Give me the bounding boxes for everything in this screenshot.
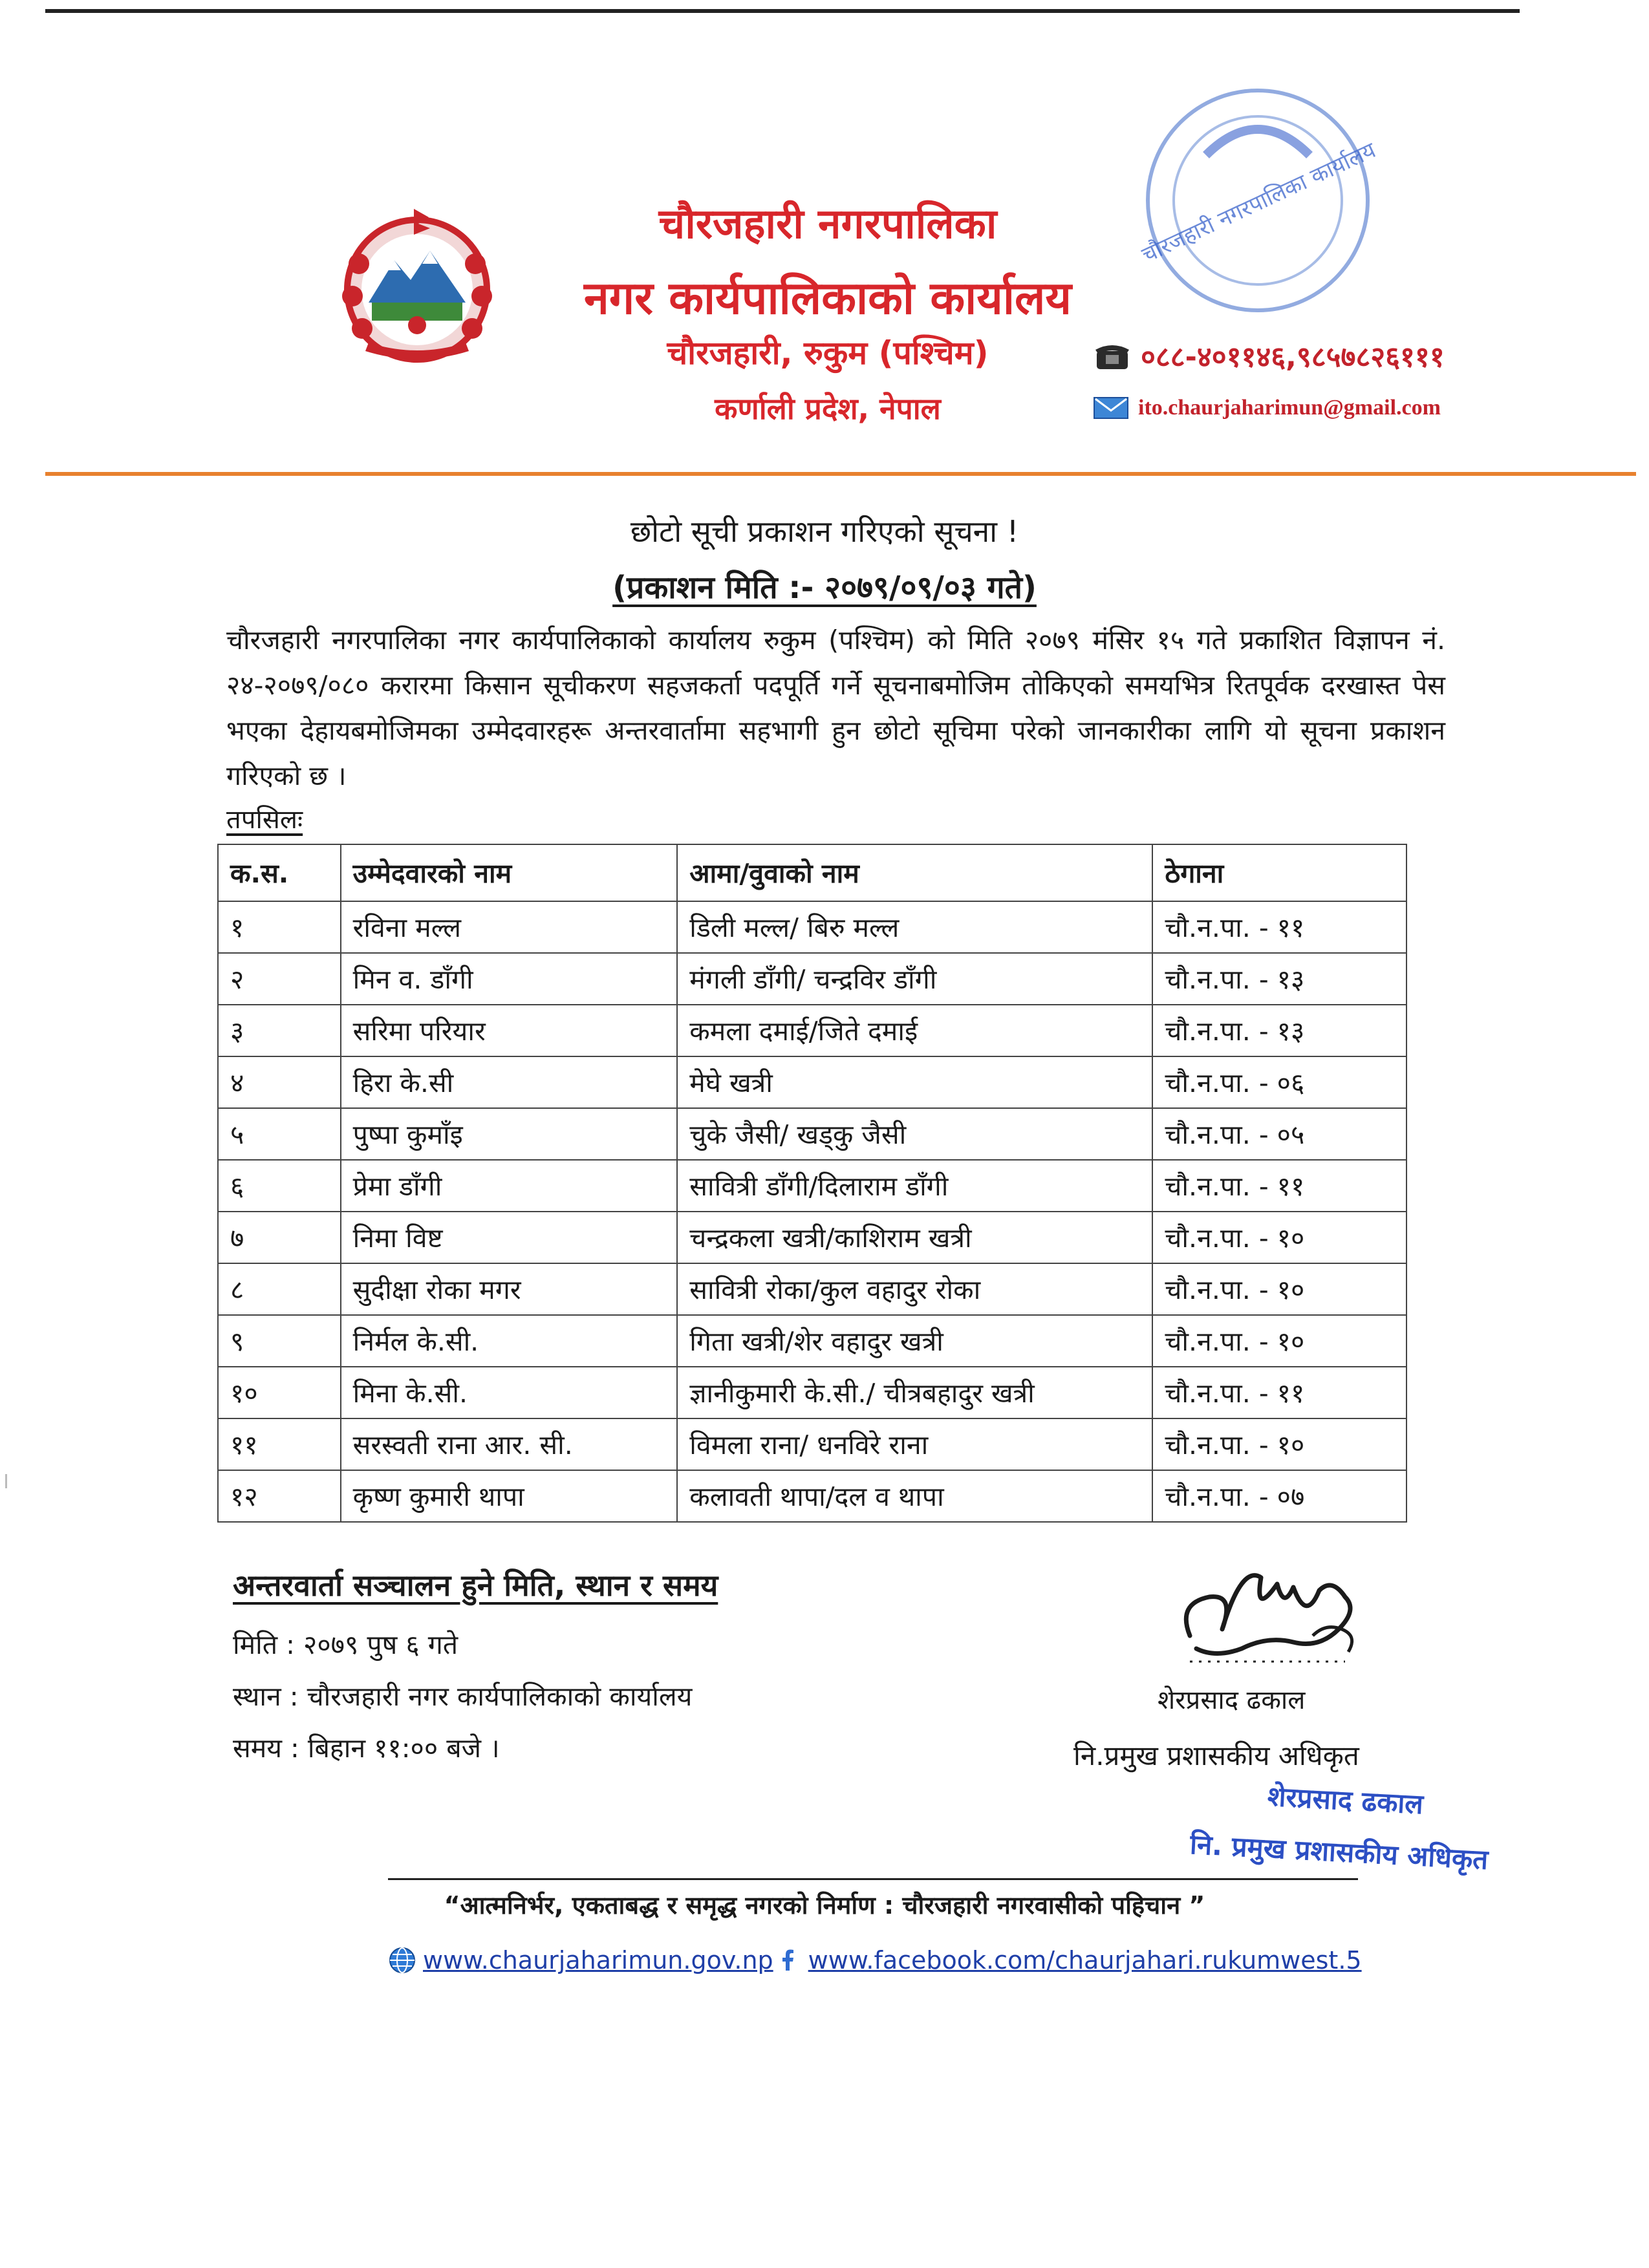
cell-address: चौ.न.पा. - १० xyxy=(1152,1418,1406,1470)
cell-parent-name: डिली मल्ल/ बिरु मल्ल xyxy=(677,901,1152,953)
cell-serial: १२ xyxy=(218,1470,341,1522)
cell-parent-name: कलावती थापा/दल व थापा xyxy=(677,1470,1152,1522)
stamp-signatory-title: नि. प्रमुख प्रशासकीय अधिकृत xyxy=(1189,1828,1489,1876)
interview-place: स्थान : चौरजहारी नगर कार्यपालिकाको कार्यालय xyxy=(233,1681,693,1712)
cell-parent-name: गिता खत्री/शेर वहादुर खत्री xyxy=(677,1315,1152,1367)
cell-serial: ४ xyxy=(218,1056,341,1108)
office-stamp xyxy=(1135,78,1381,323)
cell-address: चौ.न.पा. - ०५ xyxy=(1152,1108,1406,1160)
details-label: तपसिलः xyxy=(226,805,303,835)
table-row xyxy=(218,1056,1406,1108)
publish-date: (प्रकाशन मिति :- २०७९/०९/०३ गते) xyxy=(612,570,1037,606)
stamp-signatory-name: शेरप्रसाद ढकाल xyxy=(1266,1780,1425,1821)
cell-serial: ५ xyxy=(218,1108,341,1160)
cell-address: चौ.न.पा. - ११ xyxy=(1152,1160,1406,1212)
facebook-link-group[interactable] xyxy=(773,1946,1362,1974)
cell-serial: ९ xyxy=(218,1315,341,1367)
cell-candidate-name: कृष्ण कुमारी थापा xyxy=(341,1470,678,1522)
cell-serial: ६ xyxy=(218,1160,341,1212)
facebook-link[interactable]: www.facebook.com/chaurjahari.rukumwest.5 xyxy=(808,1946,1362,1974)
cell-serial: ३ xyxy=(218,1005,341,1056)
footer-slogan: “आत्मनिर्भर, एकताबद्ध र समृद्ध नगरको निर्माण : चौरजहारी नगरवासीको पहिचान ” xyxy=(444,1891,1205,1920)
email-address[interactable]: ito.chaurjaharimun@gmail.com xyxy=(1138,396,1441,420)
table-row xyxy=(218,901,1406,953)
header-parent-name: आमा/वुवाको नाम xyxy=(677,844,1152,901)
cell-candidate-name: रविना मल्ल xyxy=(341,901,678,953)
table-row xyxy=(218,1005,1406,1056)
table-row xyxy=(218,1212,1406,1263)
cell-parent-name: कमला दमाई/जिते दमाई xyxy=(677,1005,1152,1056)
header-address: ठेगाना xyxy=(1152,844,1406,901)
cell-candidate-name: निर्मल के.सी. xyxy=(341,1315,678,1367)
cell-address: चौ.न.पा. - १० xyxy=(1152,1315,1406,1367)
signatory-title: नि.प्रमुख प्रशासकीय अधिकृत xyxy=(1073,1740,1359,1771)
table-row xyxy=(218,1263,1406,1315)
table-row xyxy=(218,953,1406,1005)
cell-candidate-name: हिरा के.सी xyxy=(341,1056,678,1108)
cell-parent-name: चन्द्रकला खत्री/काशिराम खत्री xyxy=(677,1212,1152,1263)
footer-links xyxy=(388,1946,1362,1974)
cell-address: चौ.न.पा. - १३ xyxy=(1152,953,1406,1005)
candidate-table xyxy=(217,844,1407,1523)
facebook-icon xyxy=(773,1946,802,1974)
cell-address: चौ.न.पा. - ०६ xyxy=(1152,1056,1406,1108)
cell-parent-name: सावित्री रोका/कुल वहादुर रोका xyxy=(677,1263,1152,1315)
cell-serial: ११ xyxy=(218,1418,341,1470)
cell-parent-name: विमला राना/ धनविरे राना xyxy=(677,1418,1152,1470)
cell-address: चौ.न.पा. - १० xyxy=(1152,1263,1406,1315)
table-row xyxy=(218,1367,1406,1418)
phone-icon xyxy=(1093,339,1132,372)
cell-address: चौ.न.पा. - १३ xyxy=(1152,1005,1406,1056)
handwritten-signature xyxy=(1164,1539,1377,1681)
header-divider xyxy=(45,472,1636,476)
cell-candidate-name: प्रेमा डाँगी xyxy=(341,1160,678,1212)
signatory-name: शेरप्रसाद ढकाल xyxy=(1158,1685,1306,1715)
office-province: कर्णाली प्रदेश, नेपाल xyxy=(715,391,941,426)
cell-candidate-name: सरस्वती राना आर. सी. xyxy=(341,1418,678,1470)
website-link-group[interactable] xyxy=(388,1946,773,1974)
table-row xyxy=(218,1470,1406,1522)
cell-candidate-name: निमा विष्ट xyxy=(341,1212,678,1263)
email-contact xyxy=(1093,396,1441,420)
cell-address: चौ.न.पा. - ०७ xyxy=(1152,1470,1406,1522)
footer-divider xyxy=(388,1878,1358,1880)
cell-candidate-name: पुष्पा कुमाँइ xyxy=(341,1108,678,1160)
phone-number: ०८८-४०११४६,९८५७८२६१११ xyxy=(1141,341,1445,374)
website-link[interactable]: www.chaurjaharimun.gov.np xyxy=(423,1946,773,1974)
interview-time: समय : बिहान ११:०० बजे । xyxy=(233,1733,500,1764)
cell-parent-name: मंगली डाँगी/ चन्द्रविर डाँगी xyxy=(677,953,1152,1005)
cell-address: चौ.न.पा. - ११ xyxy=(1152,901,1406,953)
header-candidate-name: उम्मेदवारको नाम xyxy=(341,844,678,901)
cell-serial: ८ xyxy=(218,1263,341,1315)
header-serial: क.स. xyxy=(218,844,341,901)
cell-parent-name: सावित्री डाँगी/दिलाराम डाँगी xyxy=(677,1160,1152,1212)
cell-parent-name: चुके जैसी/ खड्कु जैसी xyxy=(677,1108,1152,1160)
notice-body: चौरजहारी नगरपालिका नगर कार्यपालिकाको कार्यालय रुकुम (पश्चिम) को मिति २०७९ मंसिर १५ गते प्रकाशित विज्ञापन नं. २४-२०७९/०८० करारमा किसान सूचीकरण सहजकर्ता पदपूर्ति गर्ने सूचनाबमोजिम तोकिएको समयभित्र रितपूर्वक दरखास्त पेस भएका देहायबमोजिमका उम्मेदवारहरू अन्तरवार्तामा सहभागी हुन छोटो सूचिमा परेको जानकारीका लागि यो सूचना प्रकाशन गरिएको छ । xyxy=(226,625,1445,791)
cell-parent-name: ज्ञानीकुमारी के.सी./ चीत्रबहादुर खत्री xyxy=(677,1367,1152,1418)
phone-contact xyxy=(1093,336,1445,375)
table-row xyxy=(218,1108,1406,1160)
interview-date: मिति : २०७९ पुष ६ गते xyxy=(233,1629,458,1660)
cell-candidate-name: मिना के.सी. xyxy=(341,1367,678,1418)
cell-candidate-name: सरिमा परियार xyxy=(341,1005,678,1056)
cell-serial: २ xyxy=(218,953,341,1005)
email-icon xyxy=(1093,396,1129,420)
table-row xyxy=(218,1315,1406,1367)
cell-serial: ७ xyxy=(218,1212,341,1263)
top-border-line xyxy=(45,9,1520,13)
cell-candidate-name: सुदीक्षा रोका मगर xyxy=(341,1263,678,1315)
interview-heading: अन्तरवार्ता सञ्चालन हुने मिति, स्थान र समय xyxy=(233,1568,718,1603)
cell-parent-name: मेघे खत्री xyxy=(677,1056,1152,1108)
cell-address: चौ.न.पा. - १० xyxy=(1152,1212,1406,1263)
cell-serial: १ xyxy=(218,901,341,953)
office-name: नगर कार्यपालिकाको कार्यालय xyxy=(583,272,1072,325)
cell-serial: १० xyxy=(218,1367,341,1418)
cell-candidate-name: मिन व. डाँगी xyxy=(341,953,678,1005)
cell-address: चौ.न.पा. - ११ xyxy=(1152,1367,1406,1418)
notice-title: छोटो सूची प्रकाशन गरिएको सूचना ! xyxy=(630,514,1019,549)
nepal-emblem-icon xyxy=(333,206,501,367)
globe-icon xyxy=(388,1946,416,1974)
stamp-text: चौरजहारी नगरपालिका कार्यालय xyxy=(1137,137,1380,268)
office-address: चौरजहारी, रुकुम (पश्चिम) xyxy=(667,334,989,372)
scan-margin-mark xyxy=(5,1474,7,1488)
table-header-row xyxy=(218,844,1406,901)
org-name: चौरजहारी नगरपालिका xyxy=(658,200,997,248)
table-row xyxy=(218,1418,1406,1470)
table-row xyxy=(218,1160,1406,1212)
